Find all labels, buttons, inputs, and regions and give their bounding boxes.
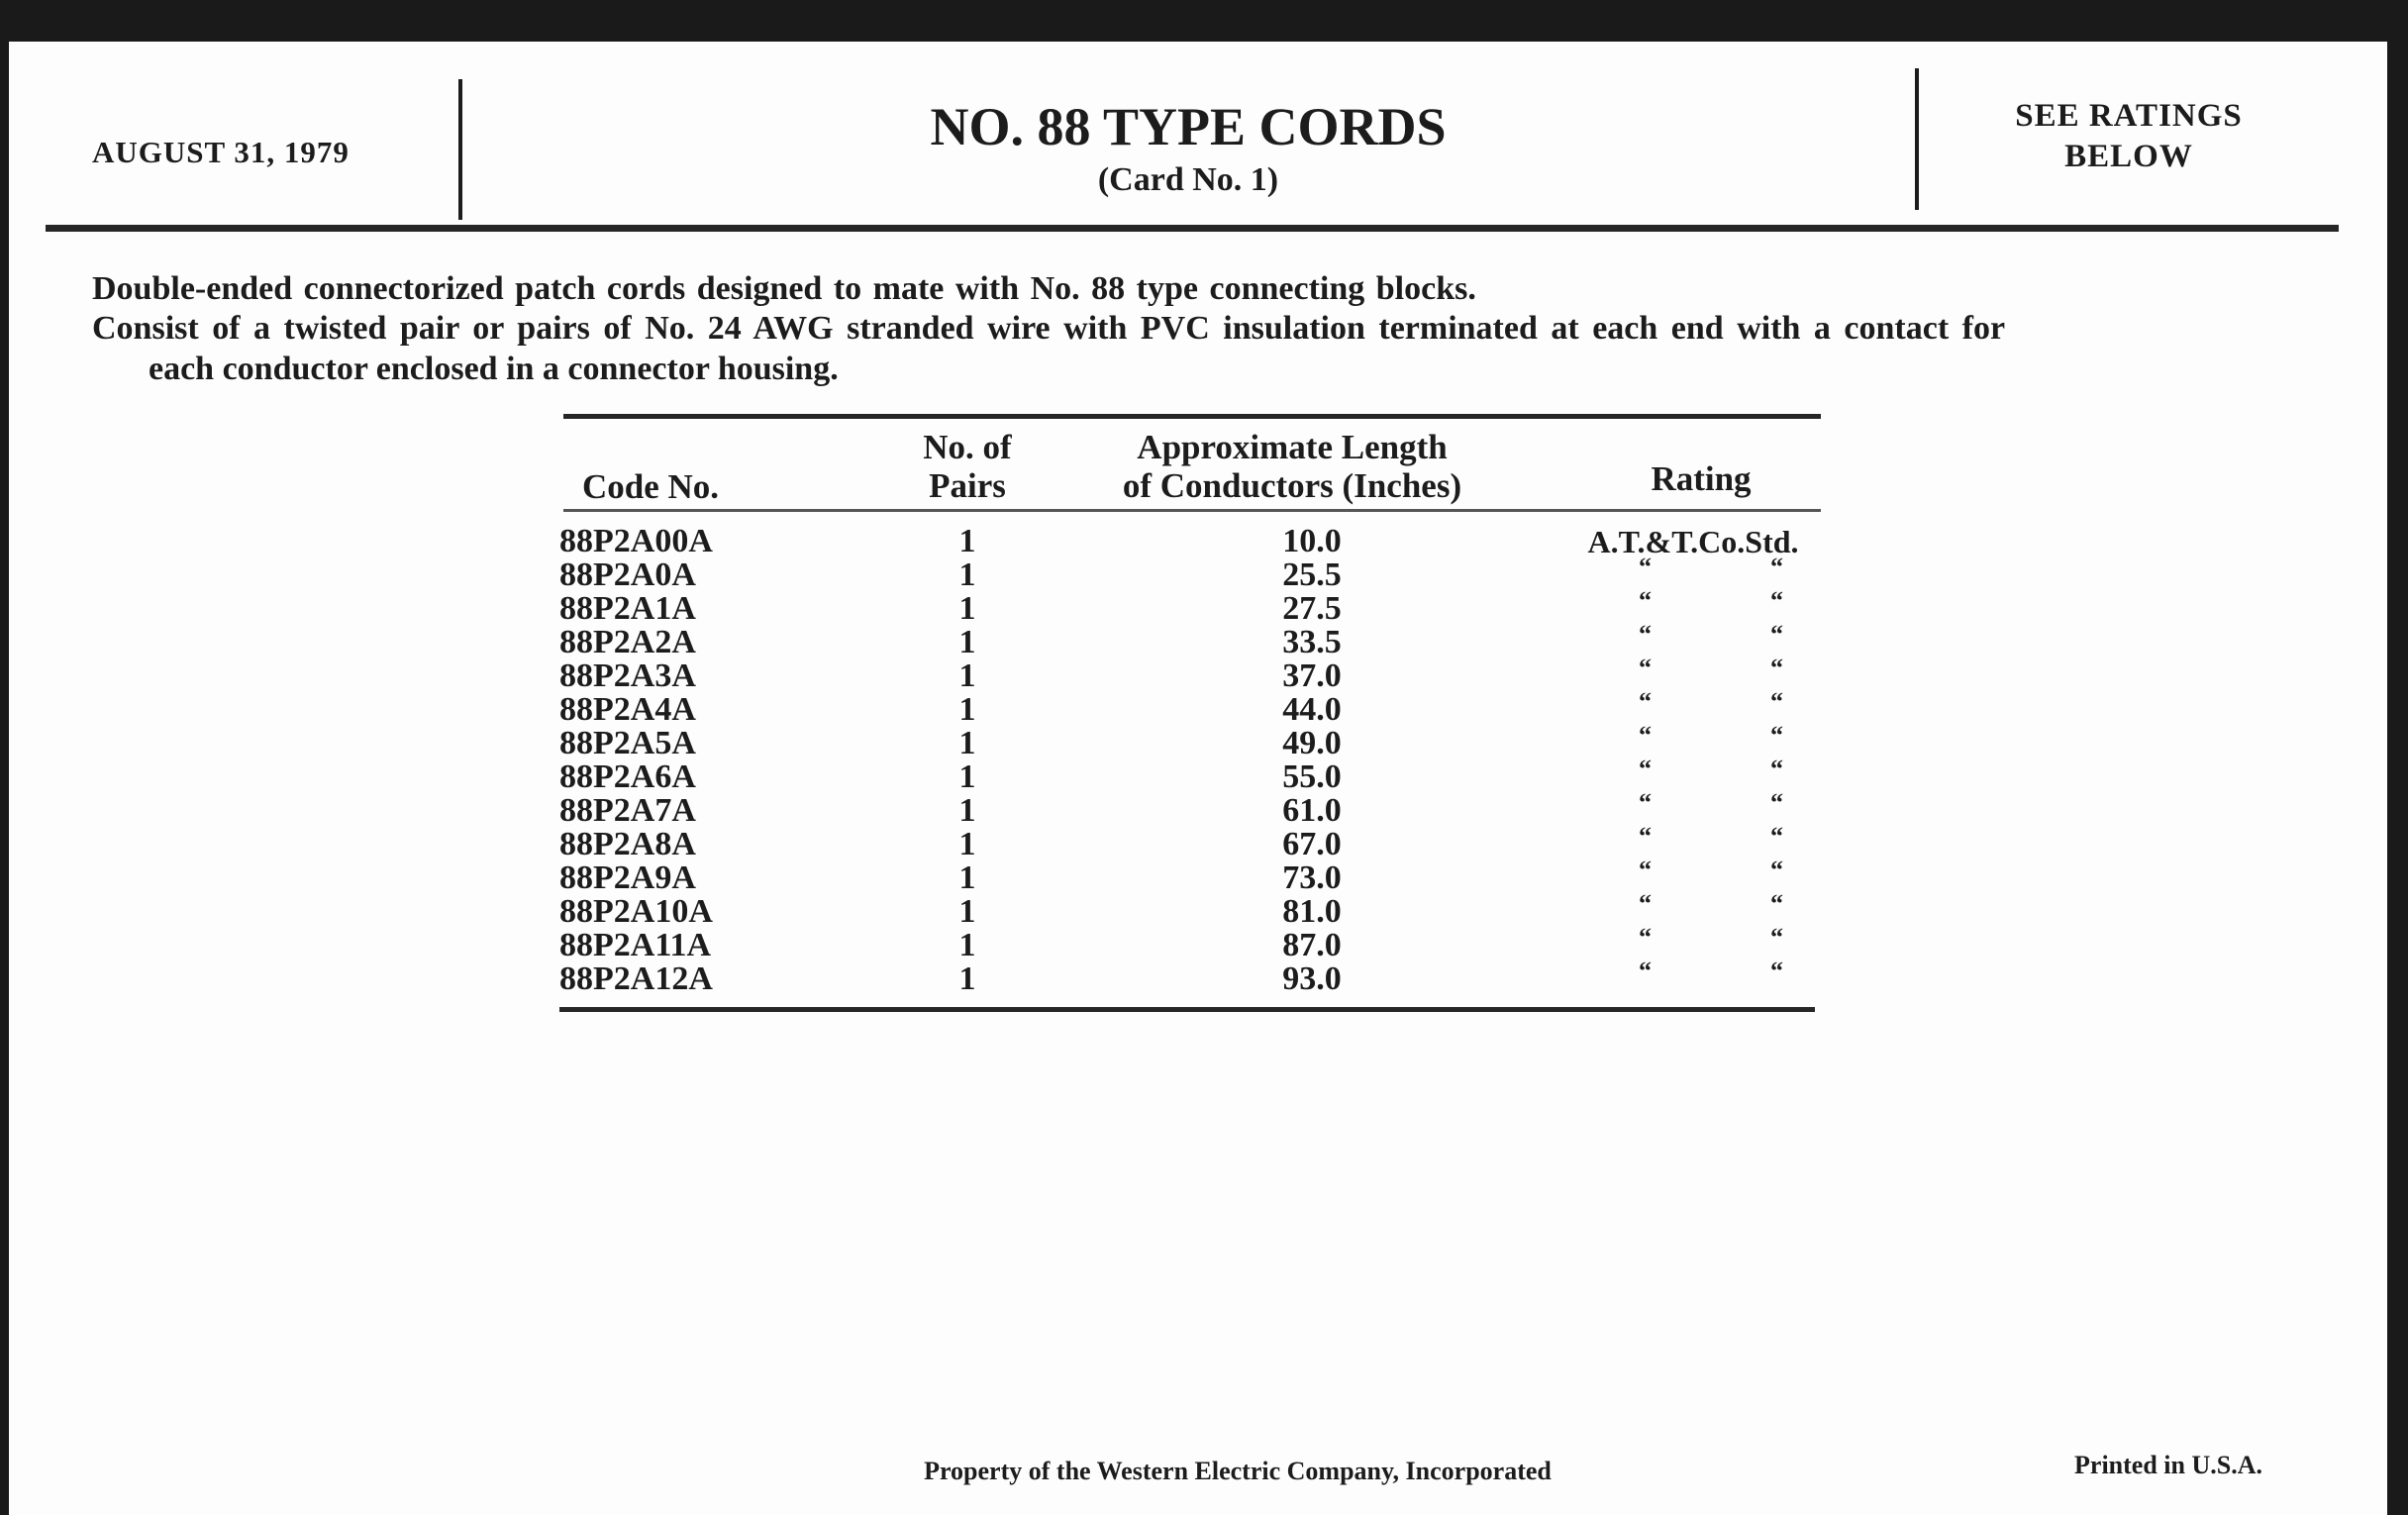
code-cell: 88P2A0A [559, 556, 696, 593]
ditto-mark: “ [1770, 721, 1783, 750]
table-row [0, 755, 2408, 795]
description-paragraph-1: Double-ended connectorized patch cords designed to mate with No. 88 type connecting blocks. [92, 270, 1476, 307]
table-row [0, 586, 2408, 627]
ditto-mark: “ [1639, 856, 1652, 884]
ditto-mark: “ [1770, 553, 1783, 581]
length-cell: 93.0 [1282, 960, 1342, 997]
pairs-cell: 1 [958, 792, 976, 829]
table-row [0, 687, 2408, 728]
header-rating: Rating [1651, 459, 1752, 498]
ditto-mark: “ [1770, 788, 1783, 817]
code-cell: 88P2A7A [559, 792, 696, 829]
ditto-mark: “ [1639, 553, 1652, 581]
ratings-note-line2: BELOW [2064, 139, 2193, 174]
page-title: NO. 88 TYPE CORDS [930, 97, 1447, 156]
ditto-mark: “ [1639, 721, 1652, 750]
code-cell: 88P2A8A [559, 826, 696, 862]
card-number: (Card No. 1) [1097, 161, 1279, 198]
table-row [0, 525, 2408, 558]
pairs-cell: 1 [958, 826, 976, 862]
ditto-mark: “ [1770, 957, 1783, 985]
length-cell: 73.0 [1282, 859, 1342, 896]
length-cell: 67.0 [1282, 826, 1342, 862]
header-length-line2: of Conductors (Inches) [1122, 466, 1462, 505]
header-divider-right [1915, 68, 1919, 210]
footer-property: Property of the Western Electric Company, Incorporated [924, 1457, 1552, 1485]
code-cell: 88P2A10A [559, 893, 713, 930]
footer-printed: Printed in U.S.A. [2074, 1451, 2262, 1479]
table-row [0, 654, 2408, 694]
pairs-cell: 1 [958, 758, 976, 795]
pairs-cell: 1 [958, 960, 976, 997]
ditto-mark: “ [1639, 755, 1652, 783]
ditto-mark: “ [1770, 755, 1783, 783]
ditto-mark: “ [1770, 687, 1783, 716]
ditto-mark: “ [1639, 620, 1652, 649]
length-cell: 49.0 [1282, 725, 1342, 761]
code-cell: 88P2A4A [559, 691, 696, 728]
table-row [0, 620, 2408, 660]
code-cell: 88P2A11A [559, 927, 711, 963]
length-cell: 87.0 [1282, 927, 1342, 963]
table-row [0, 856, 2408, 896]
ditto-mark: “ [1639, 788, 1652, 817]
ditto-mark: “ [1770, 654, 1783, 682]
pairs-cell: 1 [958, 624, 976, 660]
code-cell: 88P2A6A [559, 758, 696, 795]
ditto-mark: “ [1770, 889, 1783, 918]
table-row [0, 822, 2408, 862]
code-cell: 88P2A3A [559, 657, 696, 694]
header-length-line1: Approximate Length [1137, 428, 1448, 466]
table-top-rule [563, 414, 1821, 419]
code-cell: 88P2A1A [559, 590, 696, 627]
table-row [0, 721, 2408, 761]
table-row [0, 957, 2408, 997]
ditto-mark: “ [1770, 923, 1783, 952]
ditto-mark: “ [1770, 620, 1783, 649]
header-rule [46, 225, 2339, 232]
length-cell: 61.0 [1282, 792, 1342, 829]
pairs-cell: 1 [958, 859, 976, 896]
header-code: Code No. [582, 467, 720, 506]
code-cell: 88P2A00A [559, 523, 713, 559]
table-row [0, 788, 2408, 829]
pairs-cell: 1 [958, 523, 976, 559]
length-cell: 33.5 [1282, 624, 1342, 660]
length-cell: 55.0 [1282, 758, 1342, 795]
code-cell: 88P2A2A [559, 624, 696, 660]
pairs-cell: 1 [958, 556, 976, 593]
pairs-cell: 1 [958, 590, 976, 627]
rating-cell: A.T.&T.Co.Std. [1587, 524, 1799, 559]
header-pairs-line1: No. of [923, 428, 1012, 466]
header-pairs-line2: Pairs [929, 466, 1006, 505]
date-label: AUGUST 31, 1979 [92, 135, 350, 169]
table-header-rule [563, 509, 1821, 512]
pairs-cell: 1 [958, 725, 976, 761]
length-cell: 44.0 [1282, 691, 1342, 728]
ditto-mark: “ [1639, 923, 1652, 952]
length-cell: 25.5 [1282, 556, 1342, 593]
ditto-mark: “ [1770, 822, 1783, 851]
code-cell: 88P2A9A [559, 859, 696, 896]
pairs-cell: 1 [958, 657, 976, 694]
pairs-cell: 1 [958, 691, 976, 728]
table-row [0, 923, 2408, 963]
length-cell: 10.0 [1282, 523, 1342, 559]
length-cell: 81.0 [1282, 893, 1342, 930]
ditto-mark: “ [1639, 957, 1652, 985]
ditto-mark: “ [1639, 687, 1652, 716]
code-cell: 88P2A12A [559, 960, 713, 997]
table-row [0, 553, 2408, 593]
table-bottom-rule [559, 1007, 1815, 1012]
description-paragraph-2-line-1: Consist of a twisted pair or pairs of No. 24 AWG stranded wire with PVC insulation terminated at each end with a contact for [92, 310, 2006, 347]
pairs-cell: 1 [958, 927, 976, 963]
ditto-mark: “ [1639, 654, 1652, 682]
description-paragraph-2-line-2: each conductor enclosed in a connector housing. [149, 351, 839, 387]
ditto-mark: “ [1770, 856, 1783, 884]
code-cell: 88P2A5A [559, 725, 696, 761]
ratings-note-line1: SEE RATINGS [2015, 98, 2243, 134]
ditto-mark: “ [1639, 889, 1652, 918]
pairs-cell: 1 [958, 893, 976, 930]
length-cell: 27.5 [1282, 590, 1342, 627]
ditto-mark: “ [1639, 586, 1652, 615]
header-divider-left [458, 79, 462, 220]
table-row [0, 889, 2408, 930]
length-cell: 37.0 [1282, 657, 1342, 694]
ditto-mark: “ [1639, 822, 1652, 851]
ditto-mark: “ [1770, 586, 1783, 615]
